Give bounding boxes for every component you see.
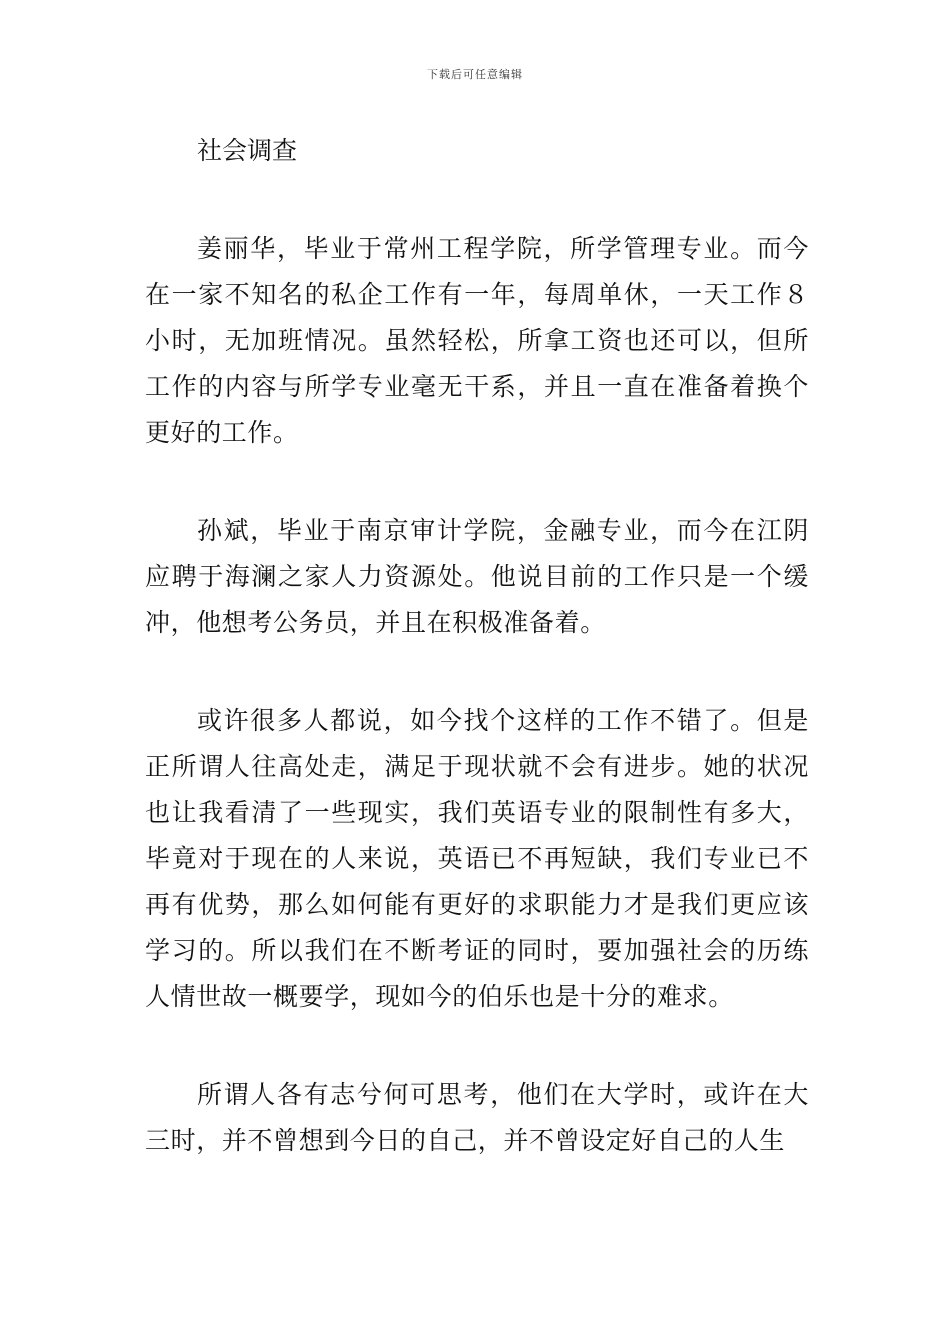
paragraph-1: 姜丽华，毕业于常州工程学院，所学管理专业。而今在一家不知名的私企工作有一年，每周单休，一天工作８小时，无加班情况。虽然轻松，所拿工资也还可以，但所工作的内容与所学专业毫无干系，并且一直在准备着换个更好的工作。 xyxy=(145,234,809,447)
document-body xyxy=(145,128,809,1216)
paragraph-2: 孙斌，毕业于南京审计学院，金融专业，而今在江阴应聘于海澜之家人力资源处。他说目前的工作只是一个缓冲，他想考公务员，并且在积极准备着。 xyxy=(145,516,809,637)
paragraph-3: 或许很多人都说，如今找个这样的工作不错了。但是正所谓人往高处走，满足于现状就不会有进步。她的状况也让我看清了一些现实，我们英语专业的限制性有多大，毕竟对于现在的人来说，英语已不再短缺，我们专业已不再有优势，那么如何能有更好的求职能力才是我们更应该学习的。所以我们在不断考证的同时，要加强社会的历练人情世故一概要学，现如今的伯乐也是十分的难求。 xyxy=(145,706,809,1011)
header-note: 下载后可任意编辑 xyxy=(427,68,523,81)
paragraph-4: 所谓人各有志兮何可思考，他们在大学时，或许在大三时，并不曾想到今日的自己，并不曾设定好自己的人生 xyxy=(145,1080,809,1155)
document-title: 社会调查 xyxy=(197,136,298,165)
